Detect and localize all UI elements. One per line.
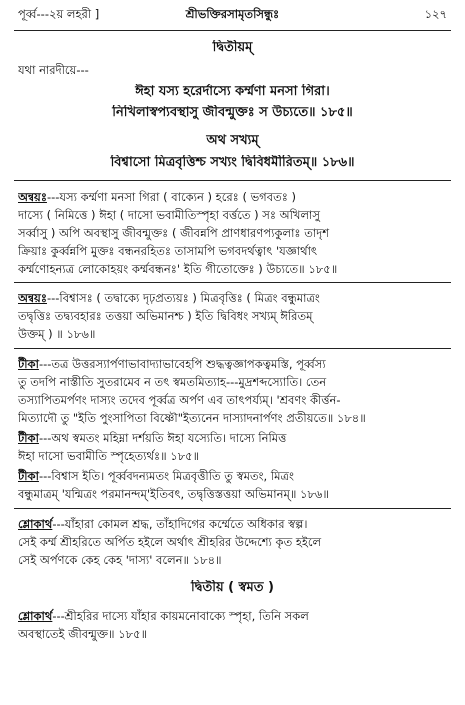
page-header bbox=[18, 6, 447, 28]
verse-line: ঈহা যস্য হরের্দাস্যে কর্ম্মণা মনসা গিরা। bbox=[135, 84, 330, 99]
sloka-line: অবস্থাতেই জীবন্মুক্ত॥ ১৮৫॥ bbox=[18, 627, 148, 641]
tika-line: ঈহা দাসো ভবামীতি স্পৃহেত্যর্থঃ॥ ১৮৫॥ bbox=[18, 449, 200, 463]
sloka-line: শ্লোকার্থ---যাঁহারা কোমল শ্রদ্ধ, তাঁহাদিগের কর্ম্মেতে অধিকার স্বল্প। bbox=[18, 517, 308, 531]
verse-line: নিখিলাস্বপ্যবস্থাসু জীবন্মুক্তঃ স উচ্যতে॥ ১৮৫॥ bbox=[112, 105, 353, 120]
heading-sakhyam: অথ সখ্যম্ bbox=[206, 133, 259, 148]
tika-line: টীকা---অথ স্বমতং মহিম্না দর্শয়তি ঈহা যস্যেতি। দাস্যে নিমিত্ত bbox=[18, 431, 287, 445]
anvaya-line: অন্বয়ঃ---বিশ্বাসঃ ( তদ্বাক্যে দৃঢ়প্রত্যয়ঃ ) মিত্রবৃত্তিঃ ( মিত্রং বন্ধুমাত্রং bbox=[18, 291, 320, 305]
anvaya-line: সর্ব্বাসু ) অপি অবস্থাসু জীবন্মুক্তঃ ( জীবন্নপি প্রাণধারণপ্যকুলাঃ তাদৃশ bbox=[18, 226, 330, 240]
anvaya-line: দাস্যে ( নিমিত্তে ) ঈহা ( দাসো ভবামীতিস্পৃহা বর্ত্ততে ) সঃ অখিলাসু bbox=[18, 208, 320, 222]
heading-dwitiyam: দ্বিতীয়ম্ bbox=[212, 40, 253, 55]
verse-line: বিশ্বাসো মিত্রবৃত্তিশ্চ সখ্যং দ্বিবিধমীরিতম্॥ ১৮৬॥ bbox=[110, 155, 355, 170]
page-number: ১২৭ bbox=[424, 7, 447, 21]
tika-line: বন্ধুমাত্রম্ 'যন্মিত্রং পরমানন্দম্'ইতিবৎ, তদ্বৃত্তিস্তত্তয়া অভিমানম্॥ ১৮৬॥ bbox=[18, 487, 329, 501]
header-divider bbox=[14, 30, 451, 31]
divider bbox=[14, 282, 451, 283]
tika-label: টীকা bbox=[18, 469, 39, 483]
tika-line: টীকা---তত্র উত্তরস্যার্পণাভাবাদ্যাভাবেহপি শুদ্ধত্বজ্ঞাপকত্বমস্তি, পূর্ব্বস্য bbox=[18, 357, 326, 371]
anvaya-line: ক্রিয়াঃ কুর্ব্বন্নপি মুক্তঃ বন্ধনরহিতঃ তাসামপি ভগবদর্থত্বাৎ 'যজ্ঞার্থাৎ bbox=[18, 244, 318, 258]
anvaya-line: কর্ম্মণোহন্যত্র লোকোহয়ং কর্ম্মবন্ধনঃ' ইতি গীতোক্তেঃ ) উচ্যতে॥ ১৮৫॥ bbox=[18, 262, 338, 276]
heading-dwitiya-svamata: দ্বিতীয় ( স্বমত ) bbox=[191, 580, 274, 595]
header-chapter: পূর্ব্ব---২য় লহরী ] bbox=[18, 7, 100, 21]
intro-text: যথা নারদীয়ে--- bbox=[18, 63, 89, 77]
tika-line: তু তদপি নাস্তীতি সুতরামেব ন তৎ স্বমতমিত্যাহ---মুদ্রশব্দস্যোতি। তেন bbox=[18, 375, 327, 389]
tika-line: তস্যাপিতমর্পণং দাস্যং তদেব পূর্ব্বত্র অর্পণ এব তাৎপর্য্যম্। 'শ্রবণং কীর্ত্তন- bbox=[18, 393, 341, 407]
divider bbox=[14, 508, 451, 509]
sloka-line: সেই অর্পণকে কেহ কেহ 'দাস্য' বলেন॥ ১৮৪॥ bbox=[18, 553, 222, 567]
anvaya-line: উক্তম্ ) ॥ ১৮৬॥ bbox=[18, 327, 96, 341]
divider bbox=[14, 348, 451, 349]
divider bbox=[14, 180, 451, 181]
header-book-title: শ্রীভক্তিরসামৃতসিন্ধুঃ bbox=[185, 7, 280, 21]
tika-line: টীকা---বিশ্বাস ইতি। পূর্ব্ববদন্যমতং মিত্রবৃত্তীতি তু স্বমতং, মিত্রং bbox=[18, 469, 294, 483]
tika-line: মিত্যাদৌ তু "ইতি পুংসাপিতা বিষ্ণৌ"ইত্যনেন দাস্যাদনার্পণং প্রতীয়তে॥ ১৮৪॥ bbox=[18, 411, 366, 425]
anvaya-line: অন্বয়ঃ---যস্য কর্ম্মণা মনসা গিরা ( বাক্যেন ) হরেঃ ( ভগবতঃ ) bbox=[18, 190, 297, 204]
anvaya-label: অন্বয়ঃ bbox=[18, 190, 47, 204]
tika-label: টীকা bbox=[18, 431, 39, 445]
sloka-label: শ্লোকার্থ bbox=[18, 609, 53, 623]
sloka-line: শ্লোকার্থ---শ্রীহরির দাস্যে যাঁহার কায়মনোবাক্যে স্পৃহা, তিনি সকল bbox=[18, 609, 309, 623]
sloka-line: সেই কর্ম্ম শ্রীহরিতে অর্পিত হইলে অর্থাৎ শ্রীহরির উদ্দেশ্যে কৃত হইলে bbox=[18, 535, 322, 549]
sloka-label: শ্লোকার্থ bbox=[18, 517, 53, 531]
tika-label: টীকা bbox=[18, 357, 39, 371]
anvaya-label: অন্বয়ঃ bbox=[18, 291, 47, 305]
anvaya-line: তদ্বৃত্তিঃ তদ্ব্যবহারঃ তত্তয়া অভিমানশ্চ ) ইতি দ্বিবিধং সখ্যম্ ঈরিতম্ bbox=[18, 309, 313, 323]
